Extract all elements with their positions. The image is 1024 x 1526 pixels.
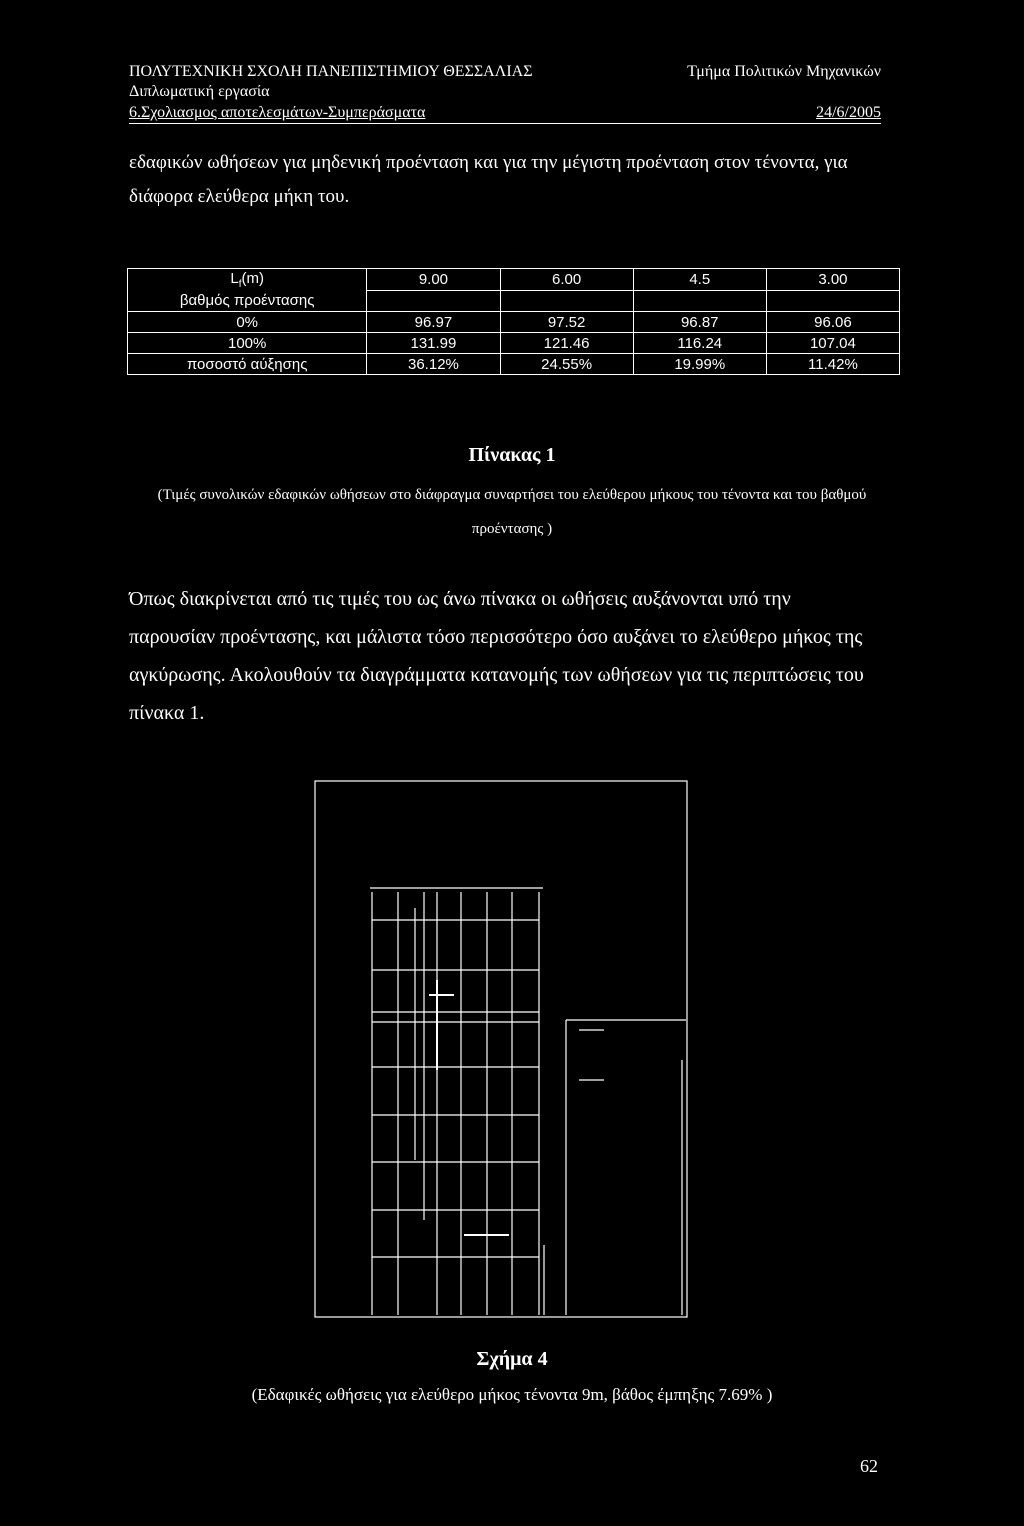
earth-pressure-diagram: [314, 780, 689, 1320]
table-header-row: [128, 269, 900, 291]
table-row: [128, 332, 900, 353]
table-cell: 97.52: [500, 311, 633, 332]
table-cell: 11.42%: [766, 353, 899, 374]
table-cell: [633, 290, 766, 311]
pressure-diagram-box: [544, 1020, 686, 1315]
figure-frame: [315, 781, 687, 1317]
table-cell: 96.97: [367, 311, 500, 332]
page-number: 62: [860, 1456, 878, 1476]
running-header-line-2: [129, 82, 881, 102]
table-caption-text: (Τιμές συνολικών εδαφικών ωθήσεων στο διάφραγμα συναρτήσει του ελεύθερου μήκους του τένοντα και του βαθμού προέντασης ): [157, 487, 867, 537]
table-cell: [367, 290, 500, 311]
table-caption-title: Πίνακας 1: [468, 444, 556, 466]
department-name: Τμήμα Πολιτικών Μηχανικών: [687, 63, 881, 80]
table-row-label: 100%: [128, 332, 367, 353]
table-cell: 107.04: [766, 332, 899, 353]
chapter-title: 6.Σχολιασμος αποτελεσμάτων-Συμπεράσματα: [129, 104, 426, 121]
table-cell: 96.06: [766, 311, 899, 332]
table-column-header: 9.00: [367, 269, 500, 291]
intro-paragraph: εδαφικών ωθήσεων για μηδενική προένταση και για την μέγιστη προένταση στον τένοντα, για διάφορα ελεύθερα μήκη του.: [129, 152, 848, 207]
table-cell: [766, 290, 899, 311]
table-cell: 116.24: [633, 332, 766, 353]
pile-grid: [370, 888, 543, 1315]
work-type: Διπλωματική εργασία: [129, 83, 270, 100]
table-row: [128, 353, 900, 374]
institution-name: ΠΟΛΥΤΕΧΝΙΚΗ ΣΧΟΛΗ ΠΑΝΕΠΙΣΤΗΜΙΟΥ ΘΕΣΣΑΛΙΑΣ: [129, 63, 533, 80]
table-cell: 96.87: [633, 311, 766, 332]
figure-caption-text: (Εδαφικές ωθήσεις για ελεύθερο μήκος τένοντα 9m, βάθος έμπηξης 7.69% ): [251, 1385, 773, 1404]
table-subheader-label: βαθμός προέντασης: [128, 290, 367, 311]
table-cell: 24.55%: [500, 353, 633, 374]
header-date: 24/6/2005: [816, 104, 881, 121]
table-header-label: $L_f(m)$: [128, 269, 367, 291]
table-cell: 36.12%: [367, 353, 500, 374]
table-row: [128, 311, 900, 332]
body-paragraph: Όπως διακρίνεται από τις τιμές του ως άνω πίνακα οι ωθήσεις αυξάνονται υπό την παρουσίαν προέντασης, και μάλιστα τόσο περισσότερο όσο αυξάνει το ελεύθερο μήκος της αγκύρωσης. Ακολουθούν τα διαγράμματα κατανομής των ωθήσεων για τις περιπτώσεις του πίνακα 1.: [129, 588, 864, 724]
figure-caption-title: Σχήμα 4: [476, 1348, 548, 1370]
running-header-line-1: [129, 62, 881, 82]
earth-pressure-table: [127, 268, 900, 375]
running-header-line-3: [129, 103, 881, 124]
table-subheader-row: [128, 290, 900, 311]
table-column-header: 4.5: [633, 269, 766, 291]
table-column-header: 3.00: [766, 269, 899, 291]
table-cell: [500, 290, 633, 311]
table-row-label: 0%: [128, 311, 367, 332]
table-row-label: ποσοστό αύξησης: [128, 353, 367, 374]
table-cell: 131.99: [367, 332, 500, 353]
table-cell: 19.99%: [633, 353, 766, 374]
table-cell: 121.46: [500, 332, 633, 353]
table-column-header: 6.00: [500, 269, 633, 291]
